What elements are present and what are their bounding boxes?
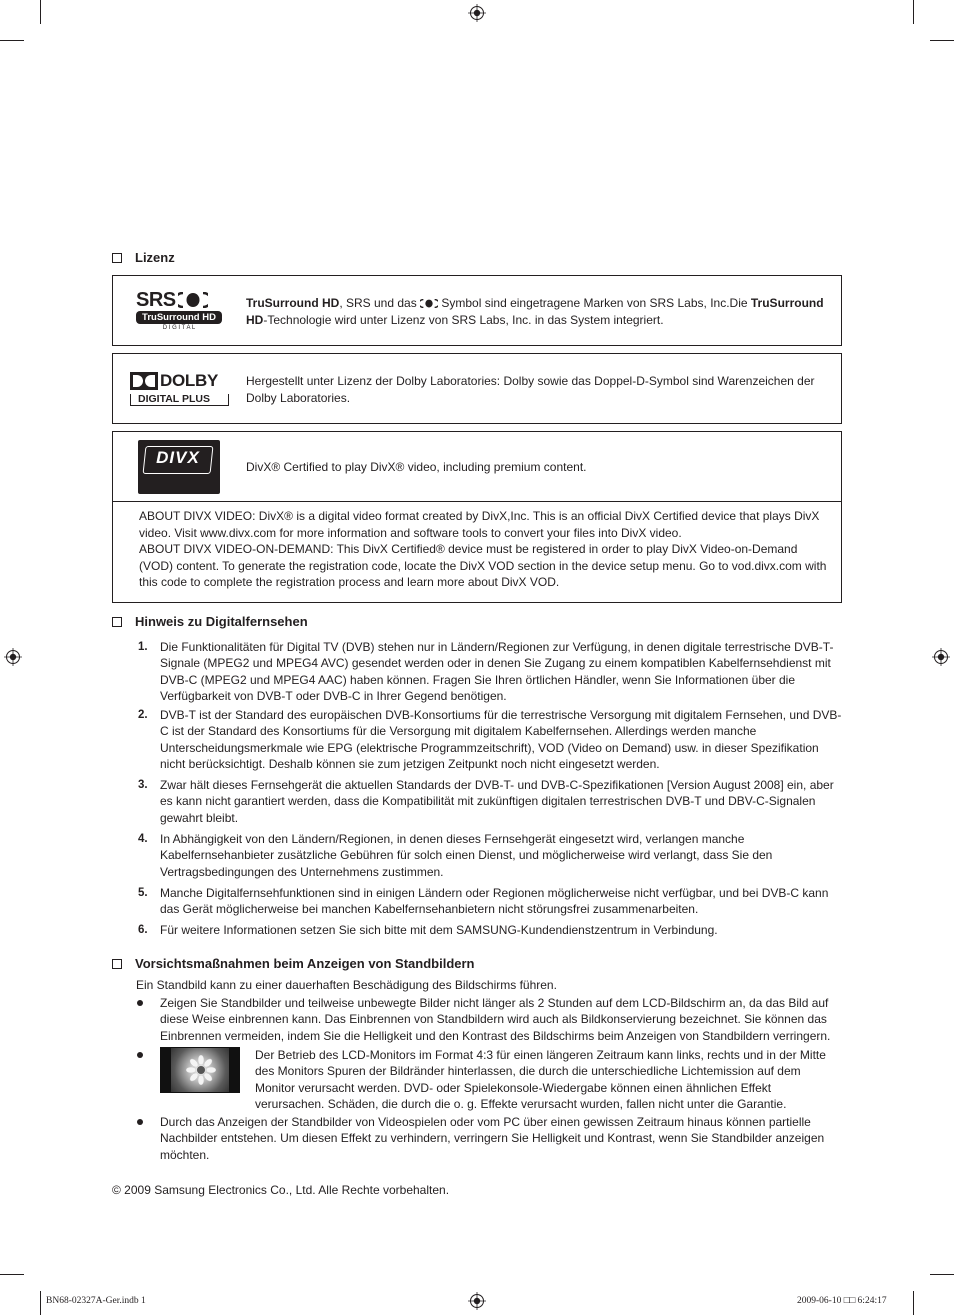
list-item bbox=[112, 885, 842, 918]
srs-text-bold: TruSurround HD bbox=[246, 296, 340, 310]
divx-logo-text: DIVX bbox=[156, 448, 200, 467]
list-item bbox=[112, 922, 842, 938]
list-item bbox=[112, 777, 842, 826]
section-title-text: Hinweis zu Digitalfernsehen bbox=[135, 614, 308, 629]
bullet-icon bbox=[137, 1000, 143, 1006]
bullet-text: Der Betrieb des LCD-Monitors im Format 4:3 für einen längeren Zeitraum kann links, rechts und in der Mitte des Monitors Spuren der Bildränder hinterlassen, die durch die unterschiedliche Lichtemission auf dem Monitor verursacht werden. DVD- oder Spielekonsole-Wiedergabe können einen ähnlichen Effekt verursachen. Schäden, die durch die o. g. Effekte verursacht wurden, fallen nicht unter die Garantie. bbox=[255, 1048, 826, 1111]
dolby-logo-text: DOLBY bbox=[160, 371, 219, 390]
bullet-icon bbox=[137, 1052, 143, 1058]
bullet-item bbox=[112, 1114, 842, 1163]
registration-mark-icon bbox=[468, 4, 486, 22]
section-title-digital bbox=[112, 614, 308, 629]
slug-file-name: BN68-02327A-Ger.indb 1 bbox=[46, 1296, 146, 1306]
list-number: 3. bbox=[138, 779, 148, 791]
checkbox-square-icon bbox=[112, 617, 122, 627]
list-number: 1. bbox=[138, 641, 148, 653]
crop-mark bbox=[40, 1291, 41, 1315]
list-item bbox=[112, 639, 842, 704]
srs-logo-text: SRS bbox=[136, 289, 176, 311]
still-intro-text: Ein Standbild kann zu einer dauerhaften Beschädigung des Bildschirms führen. bbox=[136, 978, 557, 992]
dolby-license-text: Hergestellt unter Lizenz der Dolby Laboratories: Dolby sowie das Doppel-D-Symbol sind Warenzeichen der Dolby Laboratories. bbox=[246, 374, 815, 405]
srs-license-box bbox=[112, 275, 842, 346]
srs-license-text bbox=[246, 295, 838, 328]
list-item-text: Manche Digitalfernsehfunktionen sind in einigen Ländern oder Regionen möglicherweise nicht verfügbar, und bei DVB-C kann das Gerät möglicherweise bei manchen Kabelfernsehanbietern nicht störungsfrei zusammenarbeiten. bbox=[160, 886, 829, 917]
flower-icon bbox=[186, 1055, 216, 1085]
registration-mark-icon bbox=[468, 1292, 486, 1310]
list-item-text: In Abhängigkeit von den Ländern/Regionen, in denen dieses Fernsehgerät eingesetzt wird, verlangen manche Kabelfernsehanbieter zusätzliche Gebühren für solch einen Dienst, und möglicherweise wird verlangt, dass Sie den Vertragsbedingungen des Unternehmens zustimmen. bbox=[160, 832, 773, 879]
section-title-license bbox=[112, 250, 175, 265]
crop-mark bbox=[913, 1291, 914, 1315]
checkbox-square-icon bbox=[112, 253, 122, 263]
crop-mark bbox=[0, 40, 24, 41]
list-item-text: Für weitere Informationen setzen Sie sich bitte mit dem SAMSUNG-Kundendienstzentrum in Verbindung. bbox=[160, 923, 718, 937]
list-item-text: Die Funktionalitäten für Digital TV (DVB) stehen nur in Ländern/Regionen zur Verfügung, in denen digitale terrestrische DVB-T-Signale (MPEG2 und MPEG4 AVC) gesendet werden oder in denen Sie Zugang zu einem kompatiblen Kabelfernsehdienst mit DVB-C (MPEG2 und MPEG4 AAC) haben können. Fragen Sie Ihren örtlichen Händler, wenn Sie Informationen über die Verfügbarkeit von DVB-T oder DVB-C in Ihrer Gegend benötigen. bbox=[160, 640, 834, 703]
section-title-text: Vorsichtsmaßnahmen beim Anzeigen von Standbildern bbox=[135, 956, 475, 971]
crop-mark bbox=[40, 0, 41, 24]
srs-logo bbox=[136, 290, 224, 334]
registration-mark-icon bbox=[932, 648, 950, 666]
srs-circle-icon bbox=[420, 299, 438, 308]
section-title-text: Lizenz bbox=[135, 250, 175, 265]
tv-still-image bbox=[160, 1047, 240, 1093]
srs-logo-badge: TruSurround HD bbox=[136, 311, 222, 324]
list-number: 6. bbox=[138, 924, 148, 936]
dolby-double-d-icon bbox=[130, 372, 158, 390]
divx-logo bbox=[138, 440, 220, 494]
srs-text-bold: TruSurround HD bbox=[246, 296, 824, 327]
dolby-logo-sub: DIGITAL PLUS bbox=[130, 394, 229, 406]
list-number: 4. bbox=[138, 833, 148, 845]
crop-mark bbox=[930, 40, 954, 41]
srs-text: , SRS und das bbox=[339, 296, 421, 310]
dolby-license-box bbox=[112, 353, 842, 424]
list-number: 5. bbox=[138, 887, 148, 899]
divx-about-block bbox=[139, 508, 829, 591]
list-item-text: Zwar hält dieses Fernsehgerät die aktuellen Standards der DVB-T- und DVB-C-Spezifikationen [Version August 2008] ein, aber es kann nicht garantiert werden, dass die Kompatibilität mit zukünftigen digitalen terrestrischen DVB-T und DBV-C-Signalen gewahrt bleibt. bbox=[160, 778, 834, 825]
divx-license-box bbox=[112, 431, 842, 603]
bullet-item bbox=[112, 1047, 842, 1112]
checkbox-square-icon bbox=[112, 959, 122, 969]
divx-vod-text: ABOUT DIVX VIDEO-ON-DEMAND: This DivX Certified® device must be registered in order to play DivX Video-on-Demand (VOD) content. To generate the registration code, locate the DivX VOD section in the device setup menu. Go to vod.divx.com with this code to complete the registration process and learn more about DivX VOD. bbox=[139, 542, 827, 589]
list-item bbox=[112, 831, 842, 880]
dolby-logo bbox=[130, 371, 230, 409]
srs-text: -Technologie wird unter Lizenz von SRS Labs, Inc. in das System integriert. bbox=[263, 312, 664, 327]
crop-mark bbox=[930, 1274, 954, 1275]
bullet-text: Zeigen Sie Standbilder und teilweise unbewegte Bilder nicht länger als 2 Stunden auf dem LCD-Bildschirm an, da das Bild auf diese Weise einbrennen kann. Das Einbrennen von Standbildern wird auch als Bildkonservierung bezeichnet. Sie können das Einbrennen vermeiden, indem Sie die Helligkeit und den Kontrast des Bildschirms beim Anzeigen von Standbildern verringern. bbox=[160, 996, 831, 1043]
bullet-icon bbox=[137, 1119, 143, 1125]
copyright-text: © 2009 Samsung Electronics Co., Ltd. Alle Rechte vorbehalten. bbox=[112, 1183, 450, 1197]
bullet-item bbox=[112, 995, 842, 1044]
divx-certified-text: DivX® Certified to play DivX® video, including premium content. bbox=[246, 460, 587, 474]
slug-date: 2009-06-10 □□ 6:24:17 bbox=[797, 1296, 887, 1306]
bullet-text: Durch das Anzeigen der Standbilder von Videospielen oder vom PC über einen gewissen Zeitraum hinaus können partielle Nachbilder entstehen. Um diesen Effekt zu verhindern, verringern Sie Helligkeit und Kontrast, wenn Sie Standbilder anzeigen möchten. bbox=[160, 1115, 825, 1162]
list-item-text: DVB-T ist der Standard des europäischen DVB-Konsortiums für die terrestrische Versorgung mit digitalem Fernsehen, und DVB-C ist der Standard des Konsortiums für die Versorgung mit digitalem Kabelfernsehen. Allerdings werden manche Unterscheidungsmerkmale wie EPG (elektrische Programmzeitschrift), VOD (Video on Demand) usw. in dieser Spezifikation nicht berücksichtigt. Deshalb können sie zum jetzigen Zeitpunkt noch nicht eingesetzt werden. bbox=[160, 708, 842, 771]
list-number: 2. bbox=[138, 709, 148, 721]
registration-mark-icon bbox=[4, 648, 22, 666]
crop-mark bbox=[913, 0, 914, 24]
section-title-still-images bbox=[112, 956, 475, 971]
srs-logo-sub: D I G I T A L bbox=[162, 325, 196, 331]
list-item bbox=[112, 707, 842, 772]
srs-circle-icon bbox=[178, 292, 208, 308]
srs-text: Symbol sind eingetragene Marken von SRS Labs, Inc.Die bbox=[438, 296, 751, 310]
divx-about-text: ABOUT DIVX VIDEO: DivX® is a digital video format created by DivX,Inc. This is an official DivX Certified device that plays DivX video. Visit www.divx.com for more information and software tools to convert your files into DivX video. bbox=[139, 509, 820, 540]
divider bbox=[113, 501, 841, 502]
crop-mark bbox=[0, 1274, 24, 1275]
